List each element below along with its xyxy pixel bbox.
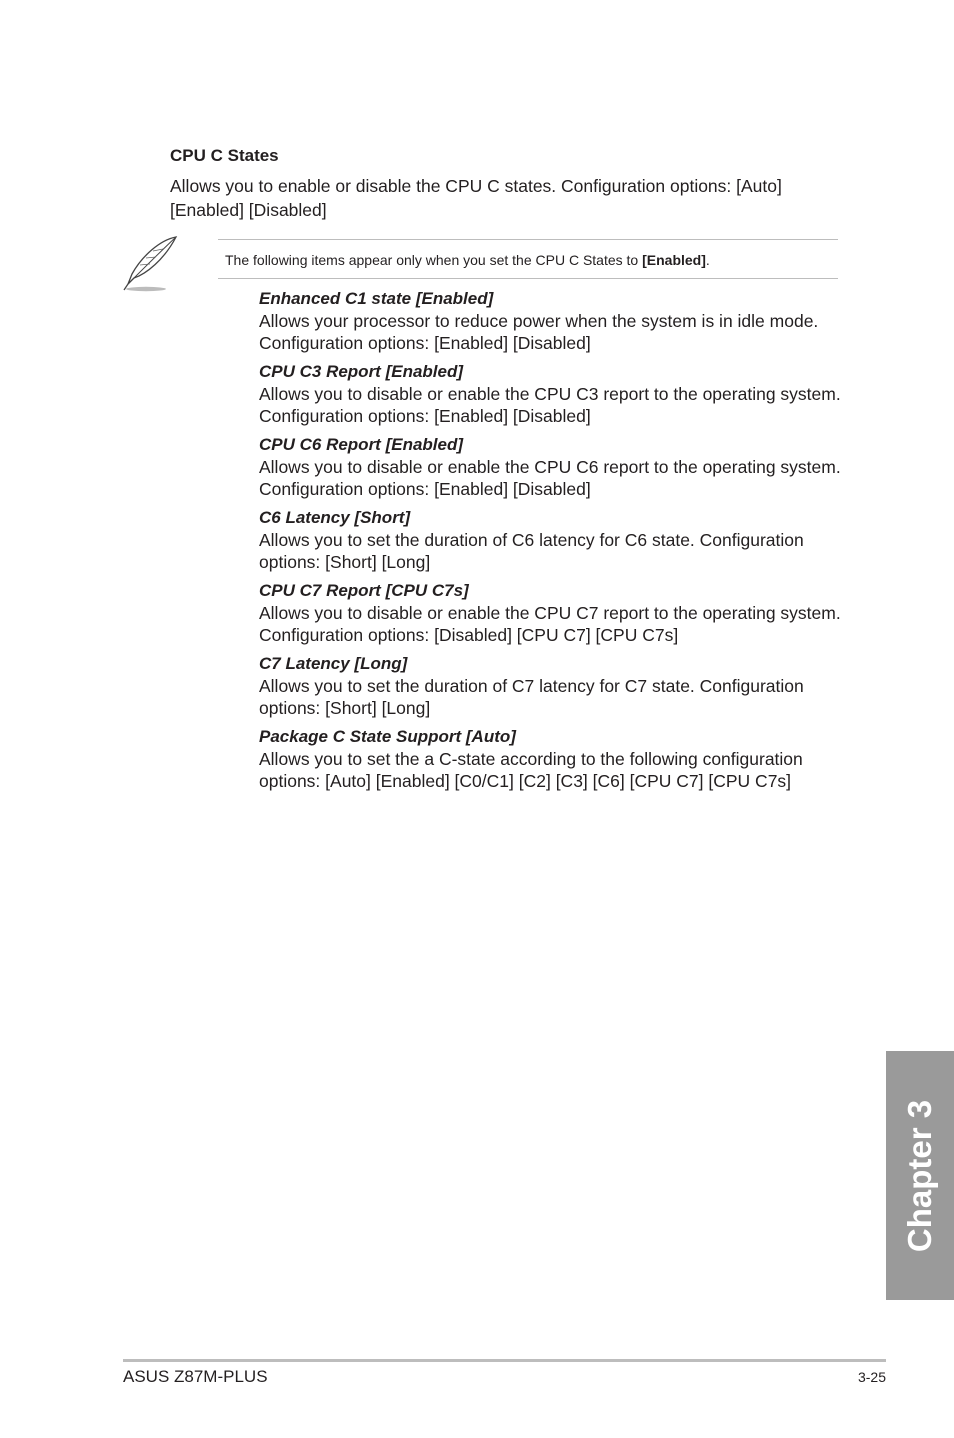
item-description: Allows you to set the a C-state according to the following configuration options: [Auto] [Enabled] [C0/C1] [C2] [C3] [C6] [CPU C7] [CPU C7s] (259, 749, 803, 791)
section-title: CPU C States (170, 146, 279, 165)
item-enhanced-c1-state (259, 288, 849, 361)
item-cpu-c6-report (259, 434, 849, 507)
item-cpu-c3-report (259, 361, 849, 434)
footer-divider (123, 1359, 886, 1362)
chapter-tab (886, 1051, 954, 1300)
item-c6-latency (259, 507, 849, 580)
item-cpu-c7-report (259, 580, 849, 653)
item-title: CPU C7 Report [CPU C7s] (259, 581, 469, 600)
item-c7-latency (259, 653, 849, 726)
item-title: C7 Latency [Long] (259, 654, 408, 673)
item-description: Allows you to set the duration of C7 latency for C7 state. Configuration options: [Short] [Long] (259, 676, 804, 718)
note-text-prefix: The following items appear only when you set the CPU C States to (225, 252, 643, 268)
item-title: Package C State Support [Auto] (259, 727, 516, 746)
item-description: Allows you to disable or enable the CPU C7 report to the operating system. Configuration options: [Disabled] [CPU C7] [CPU C7s] (259, 603, 841, 645)
item-list (259, 288, 849, 799)
section-description: Allows you to enable or disable the CPU C states. Configuration options: [Auto] [Enabled] [Disabled] (170, 176, 782, 220)
footer-page-number: 3-25 (857, 1369, 886, 1385)
note-text-bold: [Enabled] (642, 252, 706, 268)
footer-product-name: ASUS Z87M-PLUS (123, 1367, 268, 1386)
item-title: Enhanced C1 state [Enabled] (259, 289, 494, 308)
item-package-c-state-support (259, 726, 849, 799)
item-title: CPU C6 Report [Enabled] (259, 435, 464, 454)
item-description: Allows your processor to reduce power when the system is in idle mode. Configuration options: [Enabled] [Disabled] (259, 311, 819, 353)
note-pen-icon (120, 234, 182, 292)
item-description: Allows you to disable or enable the CPU C6 report to the operating system. Configuration options: [Enabled] [Disabled] (259, 457, 841, 499)
chapter-label: Chapter 3 (901, 1099, 938, 1252)
item-title: C6 Latency [Short] (259, 508, 411, 527)
item-description: Allows you to set the duration of C6 latency for C6 state. Configuration options: [Short] [Long] (259, 530, 804, 572)
item-description: Allows you to disable or enable the CPU C3 report to the operating system. Configuration options: [Enabled] [Disabled] (259, 384, 841, 426)
note-box (218, 239, 838, 279)
item-title: CPU C3 Report [Enabled] (259, 362, 464, 381)
note-text-suffix: . (705, 252, 710, 268)
note-text (225, 252, 710, 268)
